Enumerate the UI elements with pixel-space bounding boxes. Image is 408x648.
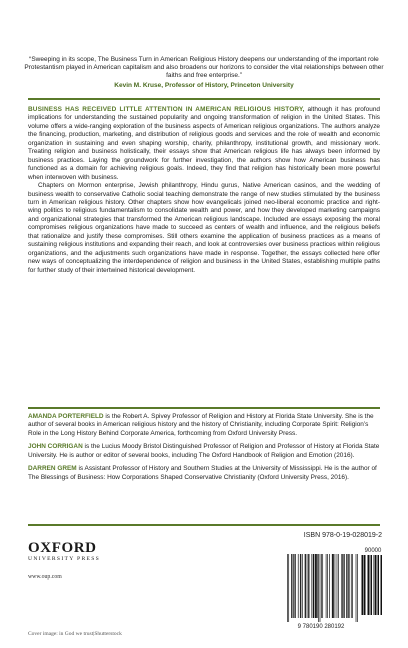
barcode-bar (343, 554, 344, 618)
barcode-addon-bar (372, 555, 373, 615)
barcode-addon-bar (369, 555, 370, 615)
bio-name: AMANDA PORTERFIELD (28, 413, 104, 420)
publisher-subtitle: UNIVERSITY PRESS (28, 556, 101, 562)
barcode-addon-bar (367, 555, 368, 615)
barcode-bar (318, 554, 319, 622)
bio-text: is the Lucius Moody Bristol Distinguished Professor of Religion and Professor of History at Florida State University. He is author or editor of several books, including The Oxford Handbook of Religion and Emotion (2016). (28, 443, 380, 459)
description-paragraph-1 (28, 106, 380, 182)
barcode-bar (349, 554, 350, 618)
publisher-logo (28, 541, 100, 563)
book-description (28, 106, 380, 275)
barcode-bar (292, 554, 293, 618)
barcode-bar (307, 554, 308, 618)
barcode-bar (352, 554, 353, 618)
barcode-bar (322, 554, 323, 618)
barcode-addon-bar (381, 555, 382, 615)
divider-top (28, 98, 380, 100)
barcode-addon-bar (361, 555, 362, 615)
barcode-addon-bar (379, 555, 380, 615)
barcode-addon-bar (371, 555, 372, 615)
barcode-bar (315, 554, 316, 618)
barcode-bar (347, 554, 348, 618)
barcode-bar (333, 554, 334, 618)
barcode-bar (293, 554, 294, 618)
barcode-bar (314, 554, 315, 618)
barcode-addon-bar (375, 555, 376, 615)
barcode-bar (332, 554, 333, 618)
barcode-bar (327, 554, 328, 618)
barcode-addon-bar (380, 555, 381, 615)
barcode-bar (356, 554, 357, 622)
barcode-bar (309, 554, 310, 618)
barcode-bar (316, 554, 317, 618)
barcode-digits: 9 780190 280192 (297, 624, 345, 630)
description-body-1: although it has profound implications for understanding the sustained popularity and ongoing transformation of religion in the United States. This volume offers a wide-ranging exploration of the business aspects of American religious organizations. The authors analyze the financing, production, marketing, and distribution of religious goods and services and the role of wealth and economic organization in sustaining and even shaping worship, charity, philanthropy, institutional growth, and missionary work. Treating religion and business holistically, their essays show that American religious life has always been informed by business practices. Laying the groundwork for further investigation, the authors show how American business has functioned as a domain for achieving religious goals. Indeed, they find that religion has historically been more powerful when interwoven with business. (28, 106, 380, 181)
barcode-bar (300, 554, 301, 618)
barcode-bar (316, 554, 317, 618)
barcode-bar (291, 554, 292, 618)
barcode-price-code: 90000 (364, 548, 382, 554)
barcode-bar (320, 554, 321, 622)
barcode-addon-bar (362, 555, 363, 615)
publisher-url: www.oup.com (28, 574, 62, 580)
barcode-addon-bar (382, 555, 383, 615)
barcode-graphic (283, 546, 382, 632)
barcode-bar (321, 554, 322, 618)
barcode-bar (294, 554, 295, 618)
barcode-addon-bar (364, 555, 365, 615)
barcode-addon-bar (376, 555, 377, 615)
barcode-bar (337, 554, 338, 618)
barcode-bar (357, 554, 358, 622)
publisher-name: OXFORD (28, 540, 97, 556)
bio-corrigan (28, 443, 380, 460)
barcode-addon-bar (365, 555, 366, 615)
description-lead: BUSINESS HAS RECEIVED LITTLE ATTENTION IN AMERICAN RELIGIOUS HISTORY, (28, 106, 305, 113)
divider-bottom (28, 524, 380, 526)
isbn-label: ISBN 978-0-19-028019-2 (303, 532, 382, 539)
bio-name: JOHN CORRIGAN (28, 443, 83, 451)
barcode-bar (298, 554, 299, 618)
barcode-bar (329, 554, 330, 618)
barcode-bar (333, 554, 334, 618)
barcode-addon-bars (361, 555, 382, 615)
barcode-bar (342, 554, 343, 618)
barcode-bar (344, 554, 345, 618)
endorsement-blurb (20, 56, 388, 90)
description-paragraph-2: Chapters on Mormon enterprise, Jewish philanthropy, Hindu gurus, Native American casinos, and the wedding of business wealth to conservative Catholic social teaching demonstrate the range of new studies stimulated by the business turn in American religious history. Other chapters show how evangelicals joined neo-liberal economic practice and right-wing politics to religious fundamentalism to consolidate wealth and power, and how they developed marketing campaigns and organizational strategies that transformed the American religious landscape. Included are essays exposing the moral compromises religious organizations have made to succeed as centers of wealth and influence, and the religious beliefs that rationalize and justify these compromises. Still others examine the application of business practices as a means of sustaining religious institutions and expanding their reach, and look at controversies over business practices within religious organizations, and the adjustments such organizations have made in response. Together, the essays collected here offer new ways of conceptualizing the interdependence of religion and business in the United States, establishing multiple paths for further study of their intertwined historical development. (28, 182, 380, 274)
bio-text: is the Robert A. Spivey Professor of Religion and History at Florida State University. She is the author of several books in American religious history and the history of Christianity, including Corporate Spirit: Religion’s Role in the Long History Behind Corporate America, forthcoming from Oxford University Press. (28, 413, 374, 437)
barcode-bar (335, 554, 336, 618)
barcode-addon-bar (363, 555, 364, 615)
barcode-bar (338, 554, 339, 618)
barcode-addon-bar (368, 555, 369, 615)
barcode-bar (308, 554, 309, 618)
barcode-bar (351, 554, 352, 618)
cover-image-credit: Cover image: in God we trust|Shutterstock (28, 631, 122, 637)
barcode-bar (295, 554, 296, 618)
endorsement-quote: “Sweeping in its scope, The Business Turn in American Religious History deepens our understanding of the important role Protestantism played in American capitalism and also broadens our horizons to consider the vital relationships between other faiths and free enterprise.” (24, 56, 384, 80)
endorsement-author: Kevin M. Kruse, Professor of History, Princeton University (114, 81, 294, 89)
bio-text: is Assistant Professor of History and Southern Studies at the University of Mississippi. He is the author of The Blessings of Business: How Corporations Shaped Conservative Christianity (Oxford University Press, 2016). (28, 465, 377, 481)
barcode-bar (305, 554, 306, 618)
barcode-bar (287, 554, 288, 622)
barcode-addon-bar (377, 555, 378, 615)
bio-name: DARREN GREM (28, 465, 77, 473)
editor-bios (28, 413, 380, 487)
bio-porterfield (28, 413, 380, 438)
isbn-barcode (283, 546, 382, 632)
barcode-bar (313, 554, 314, 618)
barcode-addon-bar (375, 555, 376, 615)
barcode-bar (317, 554, 318, 618)
barcode-bar (348, 554, 349, 618)
bio-grem (28, 465, 380, 482)
barcode-addon-bar (378, 555, 379, 615)
barcode-bar (311, 554, 312, 618)
barcode-bar (346, 554, 347, 618)
barcode-bar (301, 554, 302, 618)
divider-middle (28, 407, 380, 409)
barcode-bar (302, 554, 303, 618)
barcode-addon-bar (364, 555, 365, 615)
barcode-bar (288, 554, 289, 622)
barcode-bar (341, 554, 342, 618)
barcode-addon-bar (366, 555, 367, 615)
barcode-addon-bar (371, 555, 372, 615)
barcode-addon-bar (378, 555, 379, 615)
barcode-bar (305, 554, 306, 618)
barcode-addon-bar (370, 555, 371, 615)
barcode-bar (326, 554, 327, 618)
barcode-addon-bar (373, 555, 374, 615)
